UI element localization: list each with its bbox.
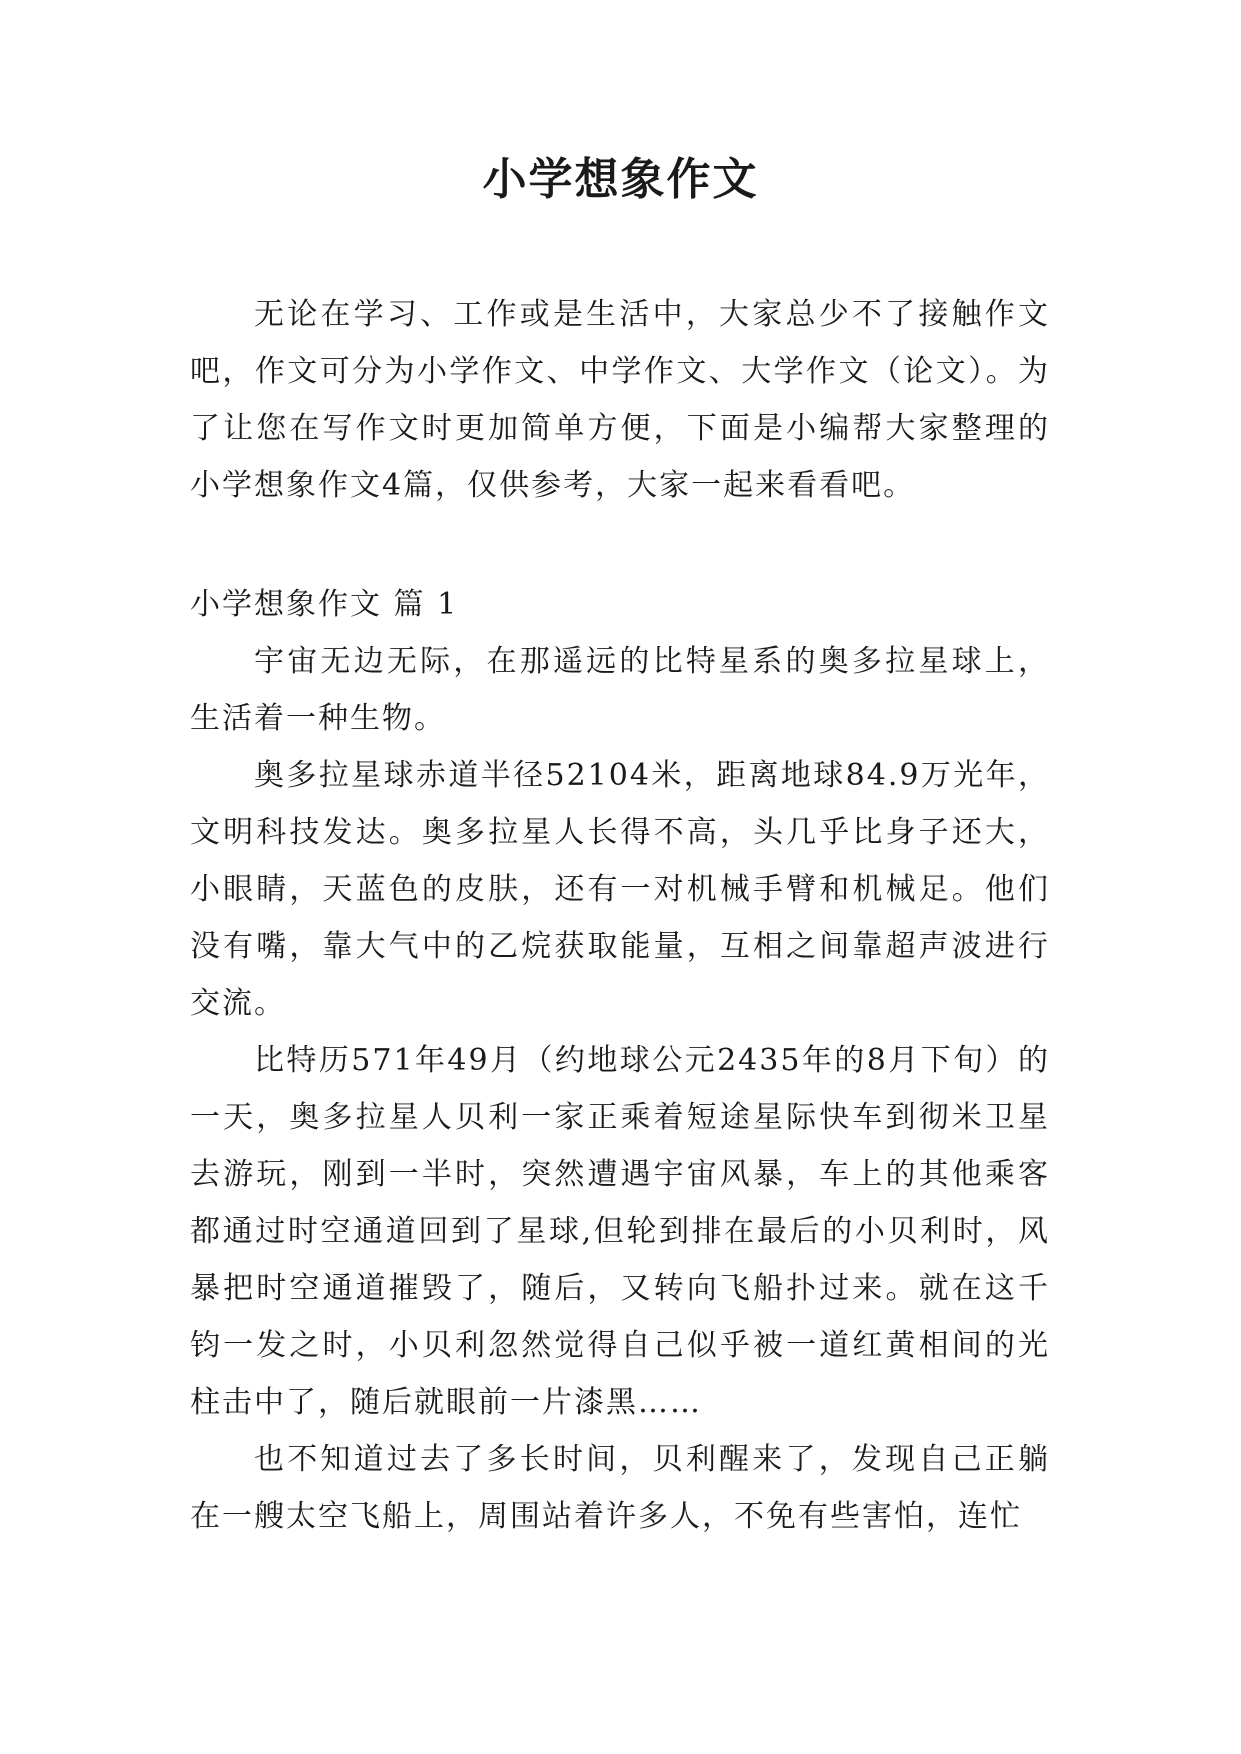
body-paragraph-4: 也不知道过去了多长时间，贝利醒来了，发现自己正躺在一艘太空飞船上，周围站着许多人，不免有些害怕，连忙 (190, 1442, 1050, 1534)
section-heading: 小学想象作文 篇 1 (190, 587, 459, 622)
intro-paragraph: 无论在学习、工作或是生活中，大家总少不了接触作文吧，作文可分为小学作文、中学作文、大学作文（论文）。为了让您在写作文时更加简单方便，下面是小编帮大家整理的小学想象作文4篇，仅供参考，大家一起来看看吧。 (190, 297, 1050, 503)
document-title: 小学想象作文 (482, 154, 759, 205)
body-paragraph-3: 比特历571年49月（约地球公元2435年的8月下旬）的一天，奥多拉星人贝利一家正乘着短途星际快车到彻米卫星去游玩，刚到一半时，突然遭遇宇宙风暴，车上的其他乘客都通过时空通道回到了星球,但轮到排在最后的小贝利时，风暴把时空通道摧毁了，随后，又转向飞船扑过来。就在这千钧一发之时，小贝利忽然觉得自己似乎被一道红黄相间的光柱击中了，随后就眼前一片漆黑…… (190, 1043, 1050, 1420)
body-paragraph-2: 奥多拉星球赤道半径52104米，距离地球84.9万光年，文明科技发达。奥多拉星人长得不高，头几乎比身子还大，小眼睛，天蓝色的皮肤，还有一对机械手臂和机械足。他们没有嘴，靠大气中的乙烷获取能量，互相之间靠超声波进行交流。 (190, 758, 1050, 1021)
section-1 (190, 576, 1050, 1545)
body-paragraph-1: 宇宙无边无际，在那遥远的比特星系的奥多拉星球上，生活着一种生物。 (190, 644, 1050, 736)
intro-block (190, 286, 1050, 514)
